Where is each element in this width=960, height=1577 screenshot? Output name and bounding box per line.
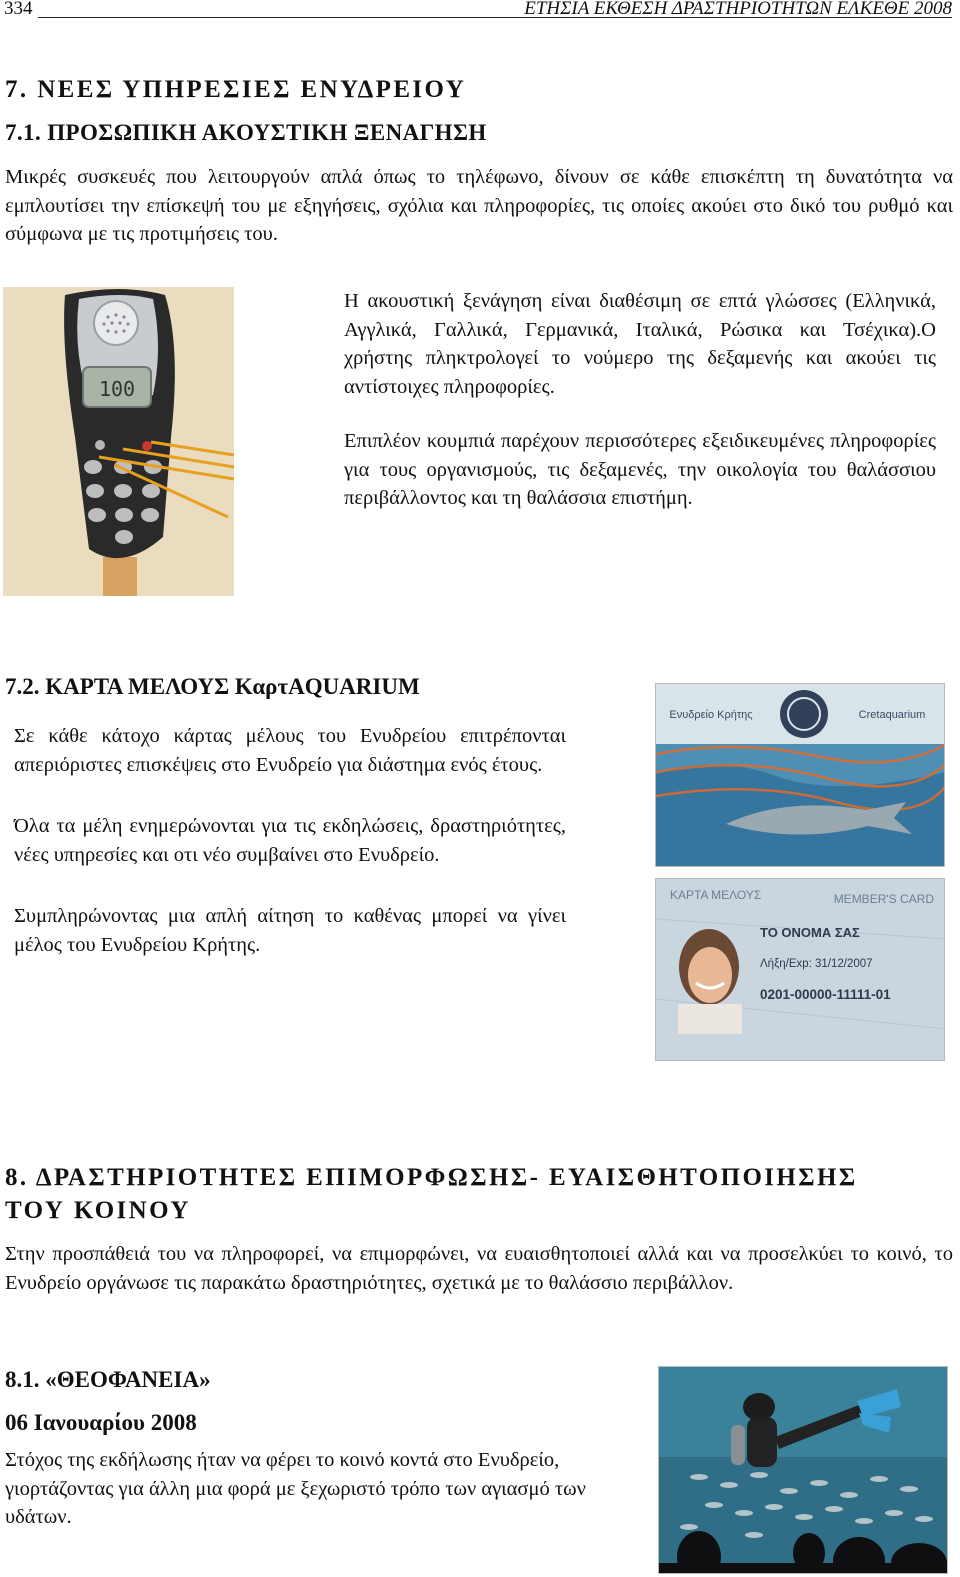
aquarium-illustration <box>659 1367 948 1574</box>
audio-guide-photo <box>3 287 234 596</box>
device-screen-number: 100 <box>98 377 136 401</box>
section-8-heading-line-2: ΤΟΥ ΚΟΙΝΟΥ <box>5 1197 191 1224</box>
running-title: ΕΤΗΣΙΑ ΕΚΘΕΣΗ ΔΡΑΣΤΗΡΙΟΤΗΤΩΝ ΕΛΚΕΘΕ 2008 <box>524 0 952 19</box>
red-button <box>142 441 152 451</box>
audio-languages-paragraph: Η ακουστική ξενάγηση είναι διαθέσιμη σε επτά γλώσσες (Ελληνικά, Αγγλικά, Γαλλικά, Γερμανικά, Ιταλικά, Ρώσικα και Τσέχικα).Ο χρήστης πληκτρολογεί το νούμερο της δεξαμενής και ακούει τις αντίστοιχες πληροφορίες. <box>344 290 936 398</box>
membership-paragraph-2: Όλα τα μέλη ενημερώνονται για τις εκδηλώσεις, δραστηριότητες, νέες υπηρεσίες και οτι νέο συμβαίνει στο Ενυδρείο. <box>14 815 566 866</box>
event-date: 06 Ιανουαρίου 2008 <box>5 1410 197 1435</box>
section-8-1-heading: 8.1. «ΘΕΟΦΑΝΕΙΑ» <box>5 1367 211 1392</box>
section-8-heading-line-1: 8. ΔΡΑΣΤΗΡΙΟΤΗΤΕΣ ΕΠΙΜΟΡΦΩΣΗΣ- ΕΥΑΙΣΘΗΤΟΠΟΙΗΣΗΣ <box>5 1164 858 1191</box>
card-back-illustration <box>656 879 945 1061</box>
theophany-paragraph: Στόχος της εκδήλωσης ήταν να φέρει το κοινό κοντά στο Ενυδρείο, γιορτάζοντας για άλλη μια φορά με ξεχωριστό τρόπο των αγιασμό των υδάτων. <box>5 1449 586 1528</box>
card-front-right-label: Cretaquarium <box>858 709 926 721</box>
section-8-intro: Στην προσπάθειά του να πληροφορεί, να επιμορφώνει, να ευαισθητοποιεί αλλά και να προσελκύει το κοινό, το Ενυδρείο οργάνωσε τις παρακάτω δραστηριότητες, σχετικά με το θαλάσσιο περιβάλλον. <box>5 1243 953 1294</box>
section-7-2-heading: 7.2. ΚΑΡΤΑ ΜΕΛΟΥΣ ΚαρτAQUARIUM <box>5 674 420 699</box>
section-7-heading: 7. ΝΕΕΣ ΥΠΗΡΕΣΙΕΣ ΕΝΥΔΡΕΙΟΥ <box>5 76 467 103</box>
card-title-greek: ΚΑΡΤΑ ΜΕΛΟΥΣ <box>670 888 762 902</box>
aquarium-diver-photo <box>658 1366 948 1574</box>
member-card-back-photo <box>655 878 945 1061</box>
membership-paragraph-3: Συμπληρώνοντας μια απλή αίτηση το καθένας μπορεί να γίνει μέλος του Ενυδρείου Κρήτης. <box>14 905 566 956</box>
card-front-illustration <box>656 684 945 867</box>
speaker-grille <box>94 301 138 345</box>
member-card-front-photo <box>655 683 945 867</box>
card-number: 0201-00000-11111-01 <box>760 987 891 1002</box>
card-title-english: MEMBER'S CARD <box>833 892 934 906</box>
card-front-left-label: Ενυδρείο Κρήτης <box>669 709 753 721</box>
header-rule <box>38 17 952 18</box>
card-member-name: ΤΟ ΟΝΟΜΑ ΣΑΣ <box>760 925 860 940</box>
section-7-1-intro: Μικρές συσκευές που λειτουργούν απλά όπως το τηλέφωνο, δίνουν σε κάθε επισκέπτη τη δυνατότητα να εμπλουτίσει την επίσκεψή του με εξηγήσεις, σχόλια και πληροφορίες, τις οποίες ακούει στο δικό του ρυθμό και σύμφωνα με τις προτιμήσεις του. <box>5 166 953 245</box>
section-7-1-heading: 7.1. ΠΡΟΣΩΠΙΚΗ ΑΚΟΥΣΤΙΚΗ ΞΕΝΑΓΗΣΗ <box>5 120 487 145</box>
audio-guide-illustration <box>3 287 234 596</box>
member-portrait-face <box>688 947 732 1003</box>
page-number: 334 <box>4 0 33 19</box>
membership-paragraph-1: Σε κάθε κάτοχο κάρτας μέλους του Ενυδρείου επιτρέπονται απεριόριστες επισκέψεις στο Ενυδρείο για διάστημα ενός έτους. <box>14 725 566 776</box>
card-expiry: Λήξη/Exp: 31/12/2007 <box>760 958 873 970</box>
audio-extra-buttons-paragraph: Επιπλέον κουμπιά παρέχουν περισσότερες εξειδικευμένες πληροφορίες για τους οργανισμούς, τις δεξαμενές, την οικολογία του θαλάσσιου περιβάλλοντος και τη θαλάσσια επιστήμη. <box>344 430 936 509</box>
